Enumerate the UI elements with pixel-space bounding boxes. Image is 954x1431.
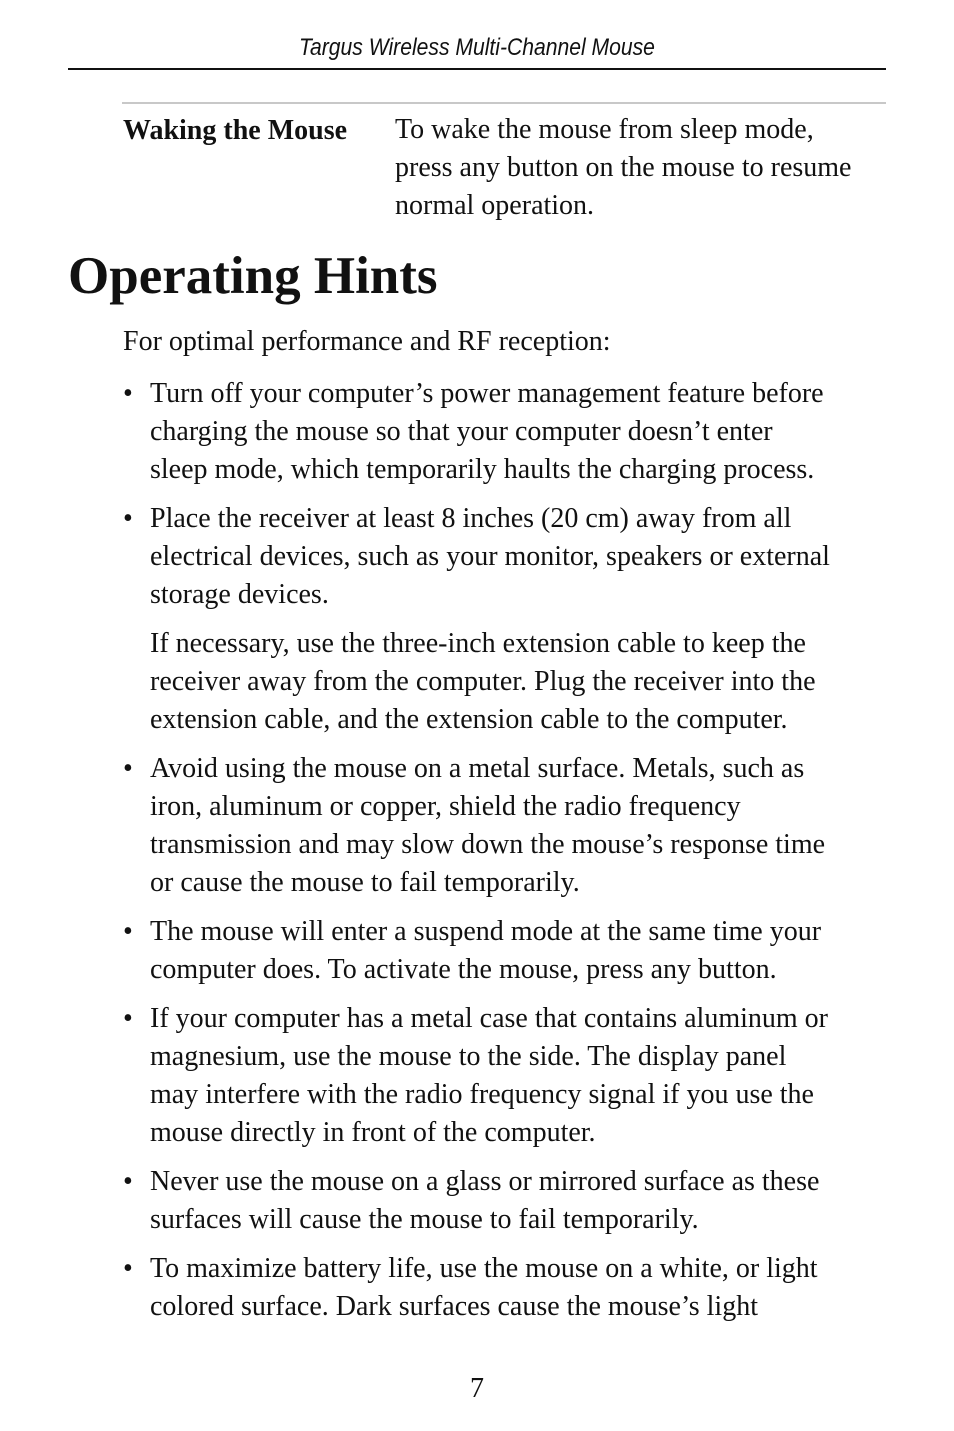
hint-line: Turn off your computer’s power management feature before <box>150 378 824 409</box>
running-header: Targus Wireless Multi-Channel Mouse <box>299 34 655 61</box>
hint-item <box>123 500 893 739</box>
hint-item <box>123 1250 893 1326</box>
hint-line: iron, aluminum or copper, shield the radio frequency <box>150 791 741 822</box>
hint-item <box>123 750 893 902</box>
hint-line: surfaces will cause the mouse to fail temporarily. <box>150 1204 699 1235</box>
hint-line: electrical devices, such as your monitor, speakers or external <box>150 541 830 572</box>
hint-line: Avoid using the mouse on a metal surface. Metals, such as <box>150 753 805 784</box>
hint-line: may interfere with the radio frequency signal if you use the <box>150 1079 814 1110</box>
hint-line: Place the receiver at least 8 inches (20 cm) away from all <box>150 503 792 534</box>
section-intro: For optimal performance and RF reception: <box>123 326 611 357</box>
hint-item <box>123 1163 893 1239</box>
hint-line: Never use the mouse on a glass or mirrored surface as these <box>150 1166 820 1197</box>
bullet-marker: • <box>123 1003 133 1034</box>
hint-line: If your computer has a metal case that contains aluminum or <box>150 1003 829 1034</box>
hint-line: charging the mouse so that your computer doesn’t enter <box>150 416 773 447</box>
hint-item <box>123 1000 893 1152</box>
definition-line: To wake the mouse from sleep mode, <box>395 114 814 145</box>
hint-line: or cause the mouse to fail temporarily. <box>150 867 580 898</box>
page-number: 7 <box>470 1373 484 1404</box>
bullet-marker: • <box>123 916 133 947</box>
hint-line: storage devices. <box>150 579 329 610</box>
hint-line: transmission and may slow down the mouse’s response time <box>150 829 826 860</box>
hint-line: mouse directly in front of the computer. <box>150 1117 596 1148</box>
hint-line: colored surface. Dark surfaces cause the mouse’s light <box>150 1291 758 1322</box>
bullet-marker: • <box>123 503 133 534</box>
hint-note-line: receiver away from the computer. Plug the receiver into the <box>150 666 816 697</box>
hints-list <box>123 375 893 1337</box>
hint-note-line: If necessary, use the three-inch extension cable to keep the <box>150 628 806 659</box>
hint-item <box>123 375 893 489</box>
definition-term: Waking the Mouse <box>123 115 348 146</box>
definition-description <box>395 111 895 225</box>
hint-item <box>123 913 893 989</box>
bullet-marker: • <box>123 1166 133 1197</box>
bullet-marker: • <box>123 753 133 784</box>
hint-line: sleep mode, which temporarily haults the charging process. <box>150 454 815 485</box>
definition-line: normal operation. <box>395 190 595 221</box>
section-title: Operating Hints <box>68 247 438 305</box>
hint-line: The mouse will enter a suspend mode at the same time your <box>150 916 822 947</box>
hint-line: computer does. To activate the mouse, press any button. <box>150 954 777 985</box>
definition-line: press any button on the mouse to resume <box>395 152 852 183</box>
hint-line: To maximize battery life, use the mouse on a white, or light <box>150 1253 818 1284</box>
hint-note-line: extension cable, and the extension cable to the computer. <box>150 704 788 735</box>
bullet-marker: • <box>123 1253 133 1284</box>
hint-line: magnesium, use the mouse to the side. The display panel <box>150 1041 787 1072</box>
header-rule <box>68 68 886 70</box>
definition-table-rule <box>122 102 886 104</box>
bullet-marker: • <box>123 378 133 409</box>
hint-note <box>150 625 893 739</box>
